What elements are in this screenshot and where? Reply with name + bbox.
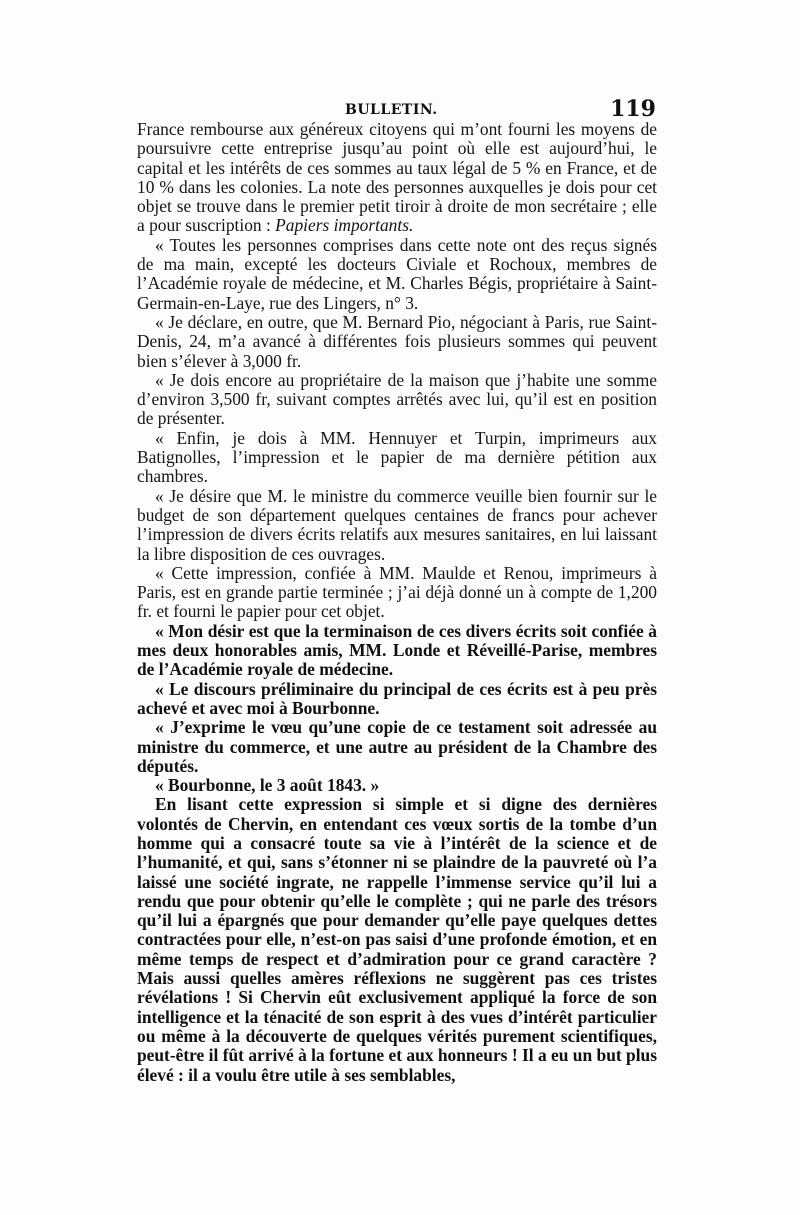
paragraph-minister-request: « Je désire que M. le ministre du commerce veuille bien fournir sur le budget de son département quelques centaines de francs pour achever l’impression de divers écrits relatifs aux mesures sanitaires, en lui laissant la libre disposition de ces ouvrages. [137,485,657,564]
page-number: 119 [610,96,656,122]
body-text [137,120,657,1085]
paragraph-commentary: En lisant cette expression si simple et si digne des dernières volontés de Chervin, en entendant ces vœux sortis de la tombe d’un homme qui a consacré toute sa vie à l’intérêt de la science et de l’humanité, et qui, sans s’étonner ni se plaindre de la pauvreté où l’a laissé une société ingrate, ne rappelle l’immense service qu’il lui a rendu que pour obtenir qu’elle le complète ; qui ne parle des trésors qu’il lui a épargnés que pour demander qu’elle paye quelques dettes contractées pour elle, n’est-on pas saisi d’une profonde émotion, et en même temps de respect et d’admiration pour ce grand caractère ? Mais aussi quelles amères réflexions ne suggèrent pas ces tristes révélations ! Si Chervin eût exclusivement appliqué la force de son intelligence et la ténacité de son esprit à des vues d’intérêt particulier ou même à la découverte de quelques vérités purement scientifiques, peut-être il fût arrivé à la fortune et aux honneurs ! Il a eu un but plus élevé : il a voulu être utile à ses semblables, [137,794,657,1085]
paragraph-printers-debt: « Enfin, je dois à MM. Hennuyer et Turpin, imprimeurs aux Batignolles, l’impression et le papier de ma dernière pétition aux chambres. [137,427,657,487]
paragraph-receipts: « Toutes les personnes comprises dans cette note ont des reçus signés de ma main, excepté les docteurs Civiale et Rochoux, membres de l’Académie royale de médecine, et M. Charles Bégis, propriétaire à Saint-Germain-en-Laye, rue des Lingers, n° 3. [137,234,657,313]
running-head: BULLETIN. [345,102,438,118]
paragraph-printing-status: « Cette impression, confiée à MM. Maulde et Renou, imprimeurs à Paris, est en grande partie terminée ; j’ai déjà donné un à compte de 1,200 fr. et fourni le papier pour cet objet. [137,562,657,622]
paragraph-continued [137,120,657,236]
italic-note-title: Papiers importants. [275,215,414,236]
paragraph-testament-copy: « J’exprime le vœu qu’une copie de ce testament soit adressée au ministre du commerce, et une autre au président de la Chambre des députés. [137,717,657,776]
paragraph-preliminary-discourse: « Le discours préliminaire du principal de ces écrits est à peu près achevé et avec moi à Bourbonne. [137,678,657,718]
page-header [136,96,656,120]
paragraph-declaration-pio: « Je déclare, en outre, que M. Bernard Pio, négociant à Paris, rue Saint-Denis, 24, m’a avancé à différentes fois plusieurs sommes qui peuvent bien s’élever à 3,000 fr. [137,311,657,371]
paragraph-text: France rembourse aux généreux citoyens qui m’ont fourni les moyens de poursuivre cette entreprise jusqu’au point où elle est aujourd’hui, le capital et les intérêts de ces sommes au taux légal de 5 % en France, et de 10 % dans les colonies. La note des personnes auxquelles je dois pour cet objet se trouve dans le premier petit tiroir à droite de mon secrétaire ; elle a pour suscription : [137,119,657,236]
paragraph-completion-wish: « Mon désir est que la terminaison de ces divers écrits soit confiée à mes deux honorables amis, MM. Londe et Réveillé-Parise, membres de l’Académie royale de médecine. [137,620,657,680]
paragraph-landlord-debt: « Je dois encore au propriétaire de la maison que j’habite une somme d’environ 3,500 fr, suivant comptes arrêtés avec lui, qu’il est en position de présenter. [137,369,657,429]
paragraph-date-signature: « Bourbonne, le 3 août 1843. » [155,775,380,796]
